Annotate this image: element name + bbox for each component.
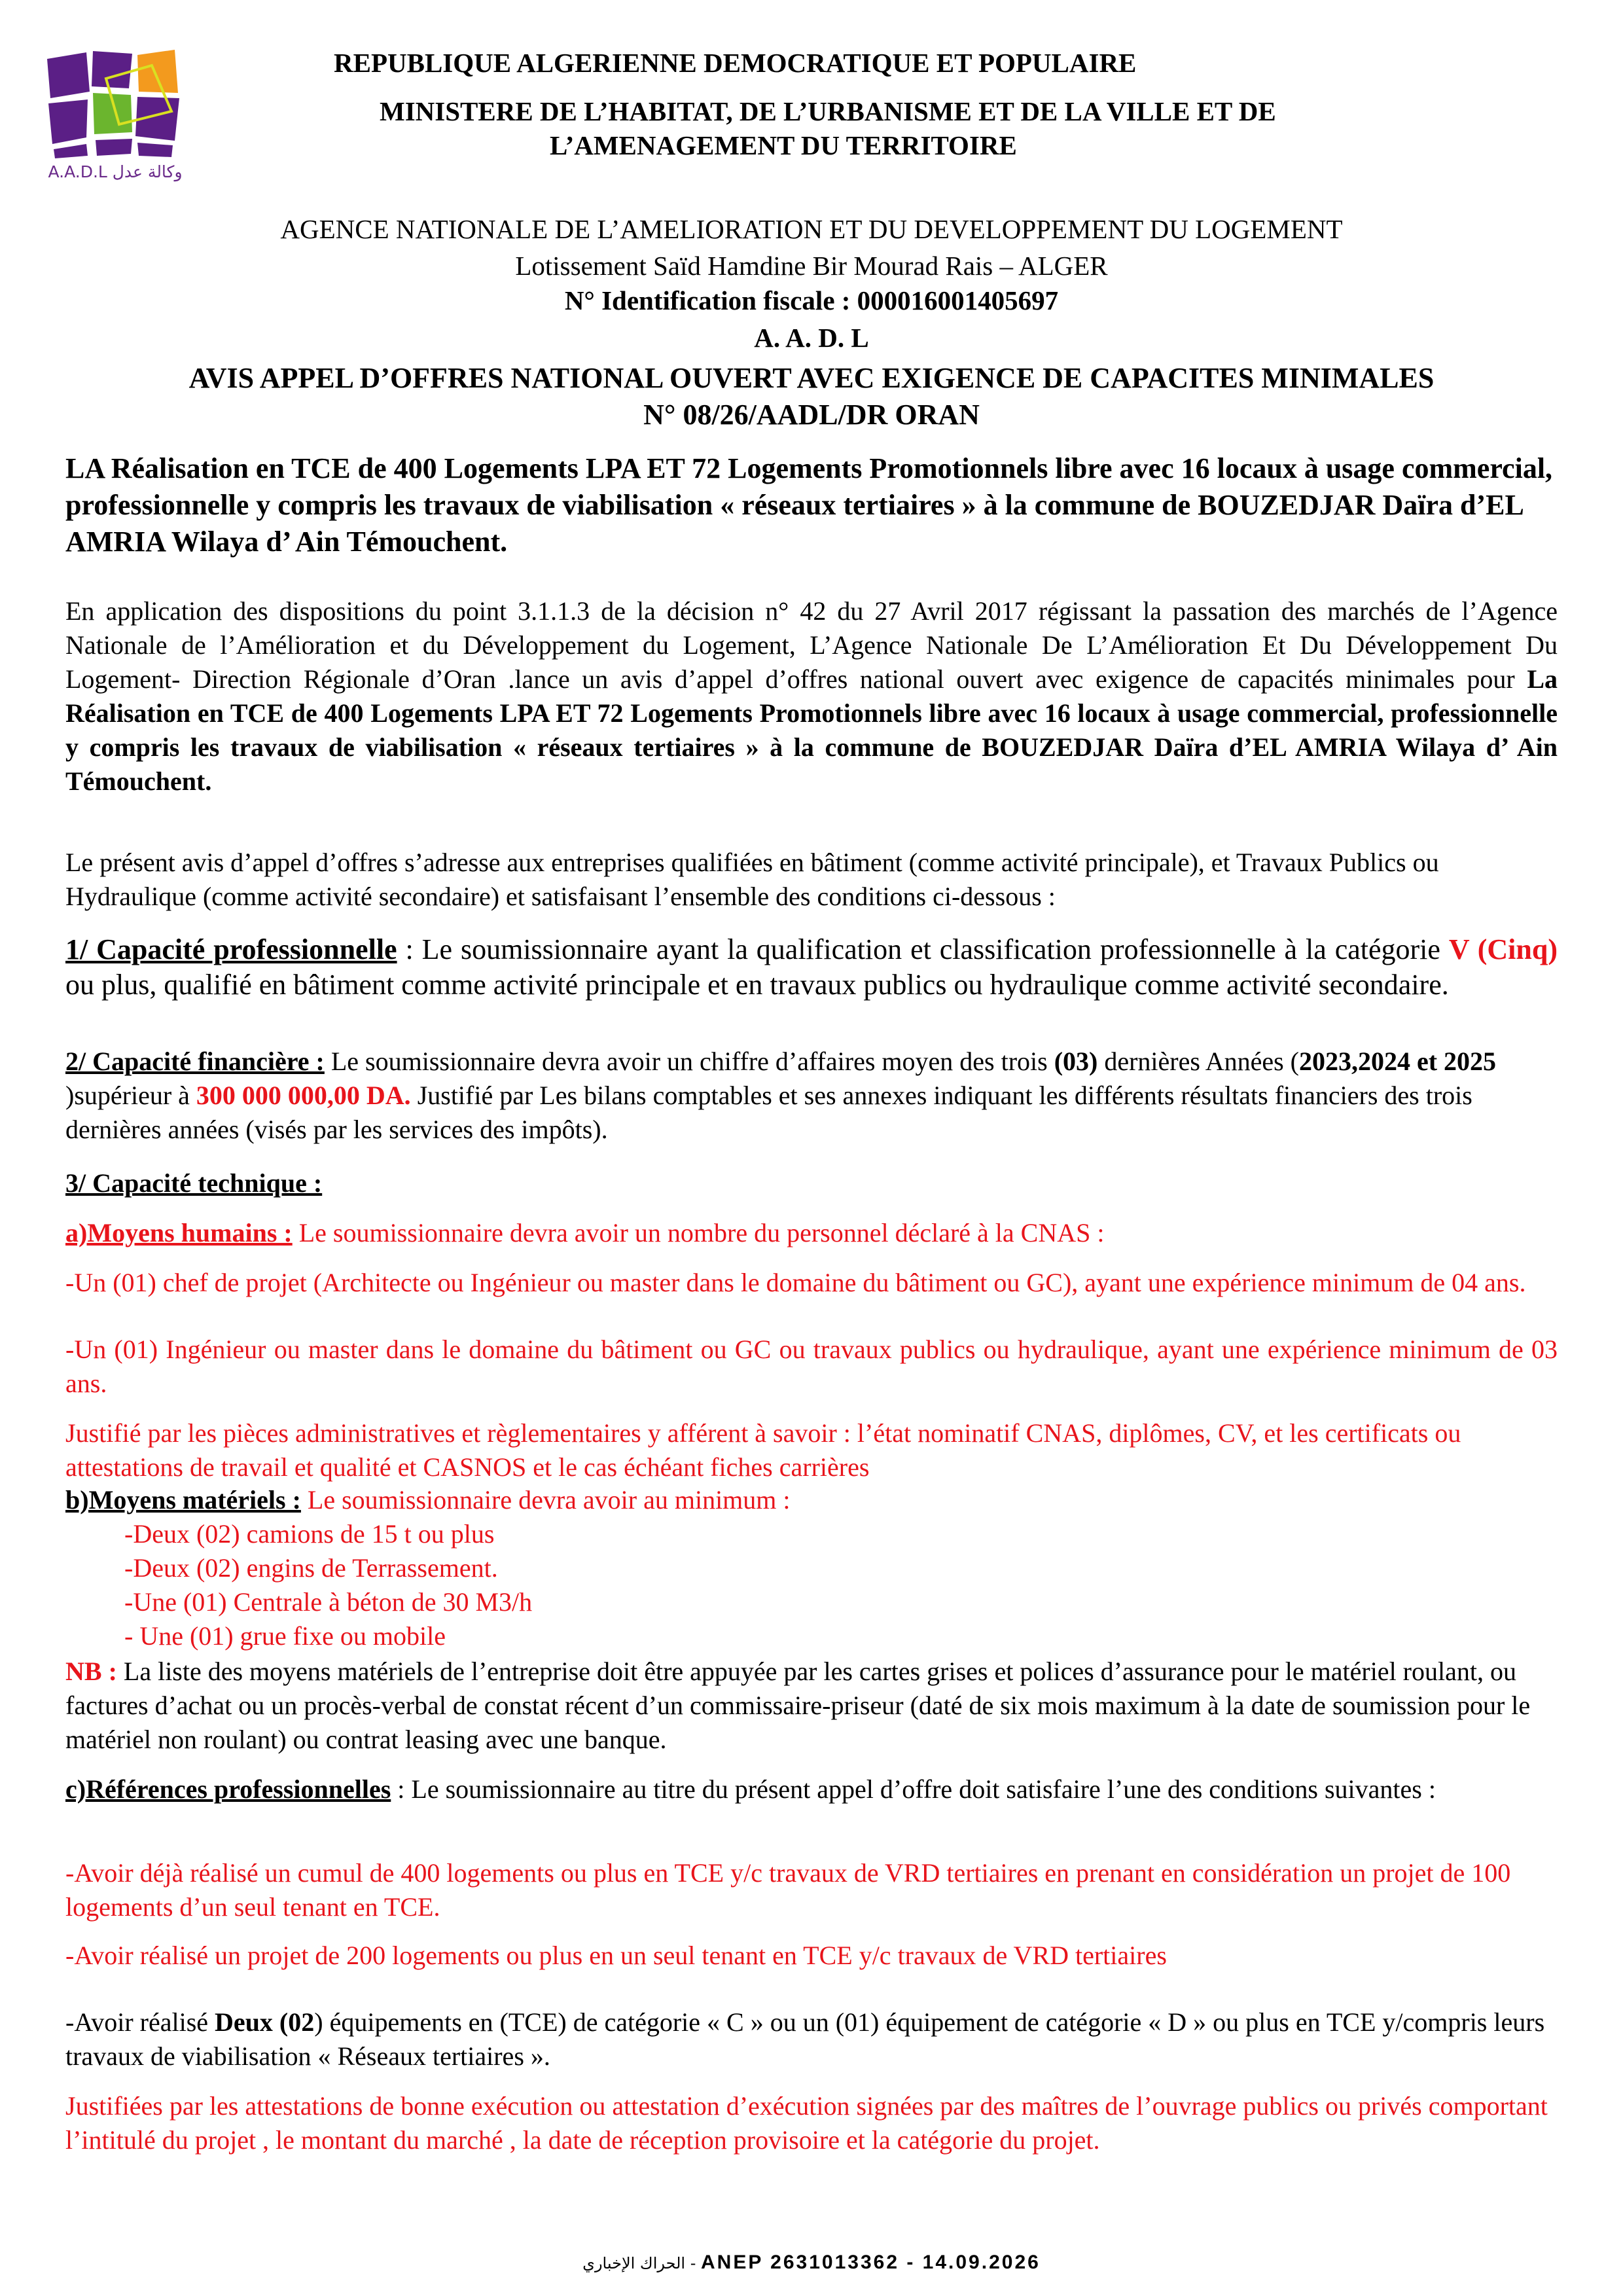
financial-capacity: 2/ Capacité financière : Le soumissionnaire devra avoir un chiffre d’affaires moyen des trois (03) dernières Années (2023,2024 et 2025 )supérieur à 300 000 000,00 DA. Justifié par Les bilans comptables et ses annexes indiquant les différents résultats financiers des trois dernières années (visés par les services des impôts). xyxy=(65,1047,1497,1144)
human-resources-heading: a)Moyens humains : xyxy=(65,1218,293,1247)
references-proof: Justifiées par les attestations de bonne exécution ou attestation d’exécution signées par des maîtres de l’ouvrage publics ou privés comportant l’intitulé du projet , le montant du marché , la date de réception provisoire et la catégorie du projet. xyxy=(65,2091,1548,2155)
material-item: -Deux (02) camions de 15 t ou plus xyxy=(124,1519,495,1549)
material-resources: b)Moyens matériels : Le soumissionnaire devra avoir au minimum : xyxy=(65,1485,791,1515)
references-heading: c)Références professionnelles xyxy=(65,1774,391,1804)
reference-condition-3: -Avoir réalisé Deux (02) équipements en (TCE) de catégorie « C » ou un (01) équipement de catégorie « D » ou plus en TCE y/compris leurs travaux de viabilisation « Réseaux tertiaires ». xyxy=(65,2007,1545,2071)
material-item: - Une (01) grue fixe ou mobile xyxy=(124,1621,446,1651)
republic-heading: REPUBLIQUE ALGERIENNE DEMOCRATIQUE ET POPULAIRE xyxy=(334,48,1137,78)
tender-object: LA Réalisation en TCE de 400 Logements LPA ET 72 Logements Promotionnels libre avec 16 locaux à usage commercial, professionnelle y compris les travaux de viabilisation « réseaux tertiaires » à la commune de BOUZEDJAR Daïra d’EL AMRIA Wilaya d’ Ain Témouchent. xyxy=(65,452,1553,558)
human-proof: Justifié par les pièces administratives et règlementaires y afférent à savoir : l’état nominatif CNAS, diplômes, CV, et les certificats ou attestations de travail et qualité et CASNOS et le cas échéant fiches carrières xyxy=(65,1418,1461,1482)
ministry-heading-line2: L’AMENAGEMENT DU TERRITOIRE xyxy=(550,130,1017,160)
footer xyxy=(0,2251,1623,2274)
agency-address: Lotissement Saïd Hamdine Bir Mourad Rais – ALGER xyxy=(515,251,1108,281)
material-item: -Deux (02) engins de Terrassement. xyxy=(124,1553,498,1583)
human-requirement-2: -Un (01) Ingénieur ou master dans le domaine du bâtiment ou GC ou travaux publics ou hydraulique, ayant une expérience minimum de 03 ans. xyxy=(65,1335,1558,1398)
footer-anep-reference: ANEP 2631013362 - 14.09.2026 xyxy=(701,2251,1041,2273)
materials-note: NB : La liste des moyens matériels de l’entreprise doit être appuyée par les cartes grises et polices d’assurance pour le matériel roulant, ou factures d’achat ou un procès-verbal de constat récent d’un commissaire-priseur (daté de six mois maximum à la date de soumission pour le matériel non roulant) ou contrat leasing avec une banque. xyxy=(65,1657,1531,1754)
human-resources: a)Moyens humains : Le soumissionnaire devra avoir un nombre du personnel déclaré à la CNAS : xyxy=(65,1218,1105,1247)
professional-capacity: 1/ Capacité professionnelle : Le soumissionnaire ayant la qualification et classification professionnelle à la catégorie V (Cinq) ou plus, qualifié en bâtiment comme activité principale et en travaux publics ou hydraulique comme activité secondaire. xyxy=(65,933,1558,1001)
ministry-heading-line1: MINISTERE DE L’HABITAT, DE L’URBANISME ET DE LA VILLE ET DE xyxy=(380,96,1276,126)
eligibility-paragraph: Le présent avis d’appel d’offres s’adresse aux entreprises qualifiées en bâtiment (comme activité principale), et Travaux Publics ou Hydraulique (comme activité secondaire) et satisfaisant l’ensemble des conditions ci-dessous : xyxy=(65,848,1439,911)
agency-acronym: A. A. D. L xyxy=(754,323,869,353)
logo-caption: A.A.D.L وكالة عدل xyxy=(48,162,183,181)
intro-text: En application des dispositions du point 3.1.1.3 de la décision n° 42 du 27 Avril 2017 régissant la passation des marchés de l’Agence Nationale de l’Amélioration et du Développement du Logement, L’Agence Nationale De L’Amélioration Et Du Développement Du Logement- Direction Régionale d’Oran .lance un avis d’appel d’offres national ouvert avec exigence de capacités minimales pour xyxy=(65,596,1558,694)
professional-references: c)Références professionnelles : Le soumissionnaire au titre du présent appel d’offre doit satisfaire l’une des conditions suivantes : xyxy=(65,1774,1436,1804)
human-requirement-1: -Un (01) chef de projet (Architecte ou Ingénieur ou master dans le domaine du bâtiment ou GC), ayant une expérience minimum de 04 ans. xyxy=(65,1268,1526,1297)
reference-condition-2: -Avoir réalisé un projet de 200 logements ou plus en un seul tenant en TCE y/c travaux de VRD tertiaires xyxy=(65,1941,1167,1970)
material-item: -Une (01) Centrale à béton de 30 M3/h xyxy=(124,1587,533,1617)
financial-capacity-heading: 2/ Capacité financière : xyxy=(65,1047,325,1076)
financial-years: 2023,2024 et 2025 xyxy=(1298,1047,1497,1076)
category-value: V (Cinq) xyxy=(1448,933,1558,965)
footer-publication: الحراك الإخباري - xyxy=(582,2254,702,2272)
material-resources-heading: b)Moyens matériels : xyxy=(65,1485,301,1515)
agency-name: AGENCE NATIONALE DE L’AMELIORATION ET DU DEVELOPPEMENT DU LOGEMENT xyxy=(280,214,1343,244)
notice-title: AVIS APPEL D’OFFRES NATIONAL OUVERT AVEC EXIGENCE DE CAPACITES MINIMALES xyxy=(188,362,1435,394)
intro-object-bold: La Réalisation en TCE de 400 Logements LPA ET 72 Logements Promotionnels libre avec 16 locaux à usage commercial, professionnelle y compris les travaux de viabilisation « réseaux tertiaires » à la commune de BOUZEDJAR Daïra d’EL AMRIA Wilaya d’ Ain Témouchent. xyxy=(65,664,1558,796)
reference-condition-1: -Avoir déjà réalisé un cumul de 400 logements ou plus en TCE y/c travaux de VRD tertiaires en prenant en considération un projet de 100 logements d’un seul tenant en TCE. xyxy=(65,1858,1511,1922)
professional-capacity-heading: 1/ Capacité professionnelle xyxy=(65,933,397,965)
notice-number: N° 08/26/AADL/DR ORAN xyxy=(643,399,980,431)
technical-capacity-heading: 3/ Capacité technique : xyxy=(65,1168,323,1198)
turnover-amount: 300 000 000,00 DA. xyxy=(196,1081,411,1110)
tax-id: N° Identification fiscale : 000016001405697 xyxy=(564,285,1059,315)
nb-label: NB : xyxy=(65,1657,117,1686)
intro-paragraph xyxy=(65,594,1558,798)
